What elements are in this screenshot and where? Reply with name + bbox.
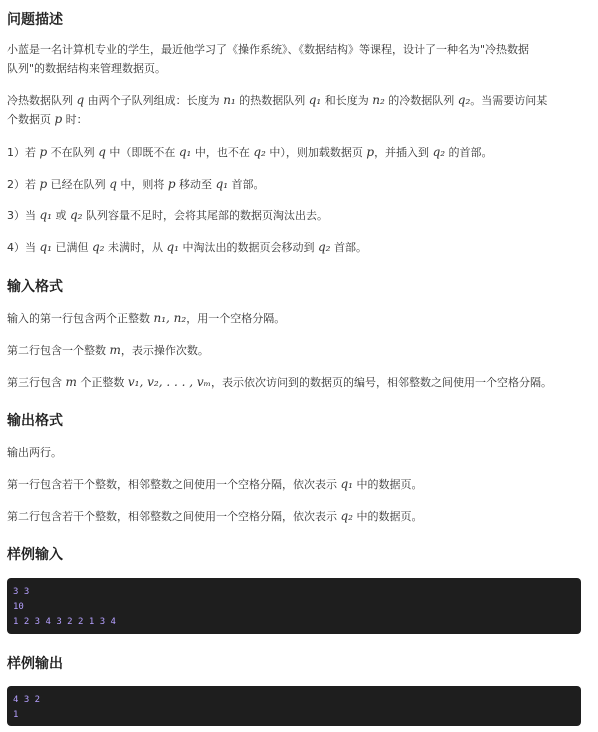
- sample-input-code: 3 3 10 1 2 3 4 3 2 2 1 3 4: [13, 587, 116, 627]
- rule-2: 2）若 p 已经在队列 q 中，则将 p 移动至 q₁ 首部。: [7, 177, 265, 191]
- output-line-3: 第二行包含若干个整数，相邻整数之间使用一个空格分隔，依次表示 q₂ 中的数据页。: [7, 509, 423, 523]
- output-line-1: 输出两行。: [7, 446, 62, 459]
- definition-line-2: 个数据页 p 时：: [7, 112, 88, 126]
- output-line-2: 第一行包含若干个整数，相邻整数之间使用一个空格分隔，依次表示 q₁ 中的数据页。: [7, 477, 423, 491]
- rule-1: 1）若 p 不在队列 q 中（即既不在 q₁ 中，也不在 q₂ 中），则加载数据页 p，并插入到 q₂ 的首部。: [7, 145, 493, 159]
- definition-line-1: 冷热数据队列 q 由两个子队列组成：长度为 n₁ 的热数据队列 q₁ 和长度为 n₂ 的冷数据队列 q₂。当需要访问某: [7, 93, 548, 107]
- input-line-2: 第二行包含一个整数 m，表示操作次数。: [7, 343, 209, 357]
- input-line-1: 输入的第一行包含两个正整数 n₁, n₂，用一个空格分隔。: [7, 311, 286, 325]
- sample-output-code: 4 3 2 1: [13, 695, 41, 720]
- intro-line-2: 队列"的数据结构来管理数据页。: [7, 62, 167, 75]
- rule-3: 3）当 q₁ 或 q₂ 队列容量不足时，会将其尾部的数据页淘汰出去。: [7, 208, 328, 222]
- sample-output-code-block[interactable]: [7, 686, 581, 726]
- input-line-3: 第三行包含 m 个正整数 v₁, v₂, . . . , vₘ，表示依次访问到的数据页的编号，相邻整数之间使用一个空格分隔。: [7, 375, 552, 389]
- intro-line-1: 小蓝是一名计算机专业的学生，最近他学习了《操作系统》、《数据结构》等课程，设计了一种名为"冷热数据: [7, 43, 530, 56]
- output-format-title: 输出格式: [7, 413, 63, 429]
- rule-4: 4）当 q₁ 已满但 q₂ 未满时，从 q₁ 中淘汰出的数据页会移动到 q₂ 首部。: [7, 240, 367, 254]
- sample-input-code-block[interactable]: [7, 578, 581, 634]
- sample-output-title: 样例输出: [7, 656, 63, 672]
- input-format-title: 输入格式: [7, 279, 63, 295]
- problem-title: 问题描述: [7, 12, 63, 28]
- sample-input-title: 样例输入: [7, 547, 63, 563]
